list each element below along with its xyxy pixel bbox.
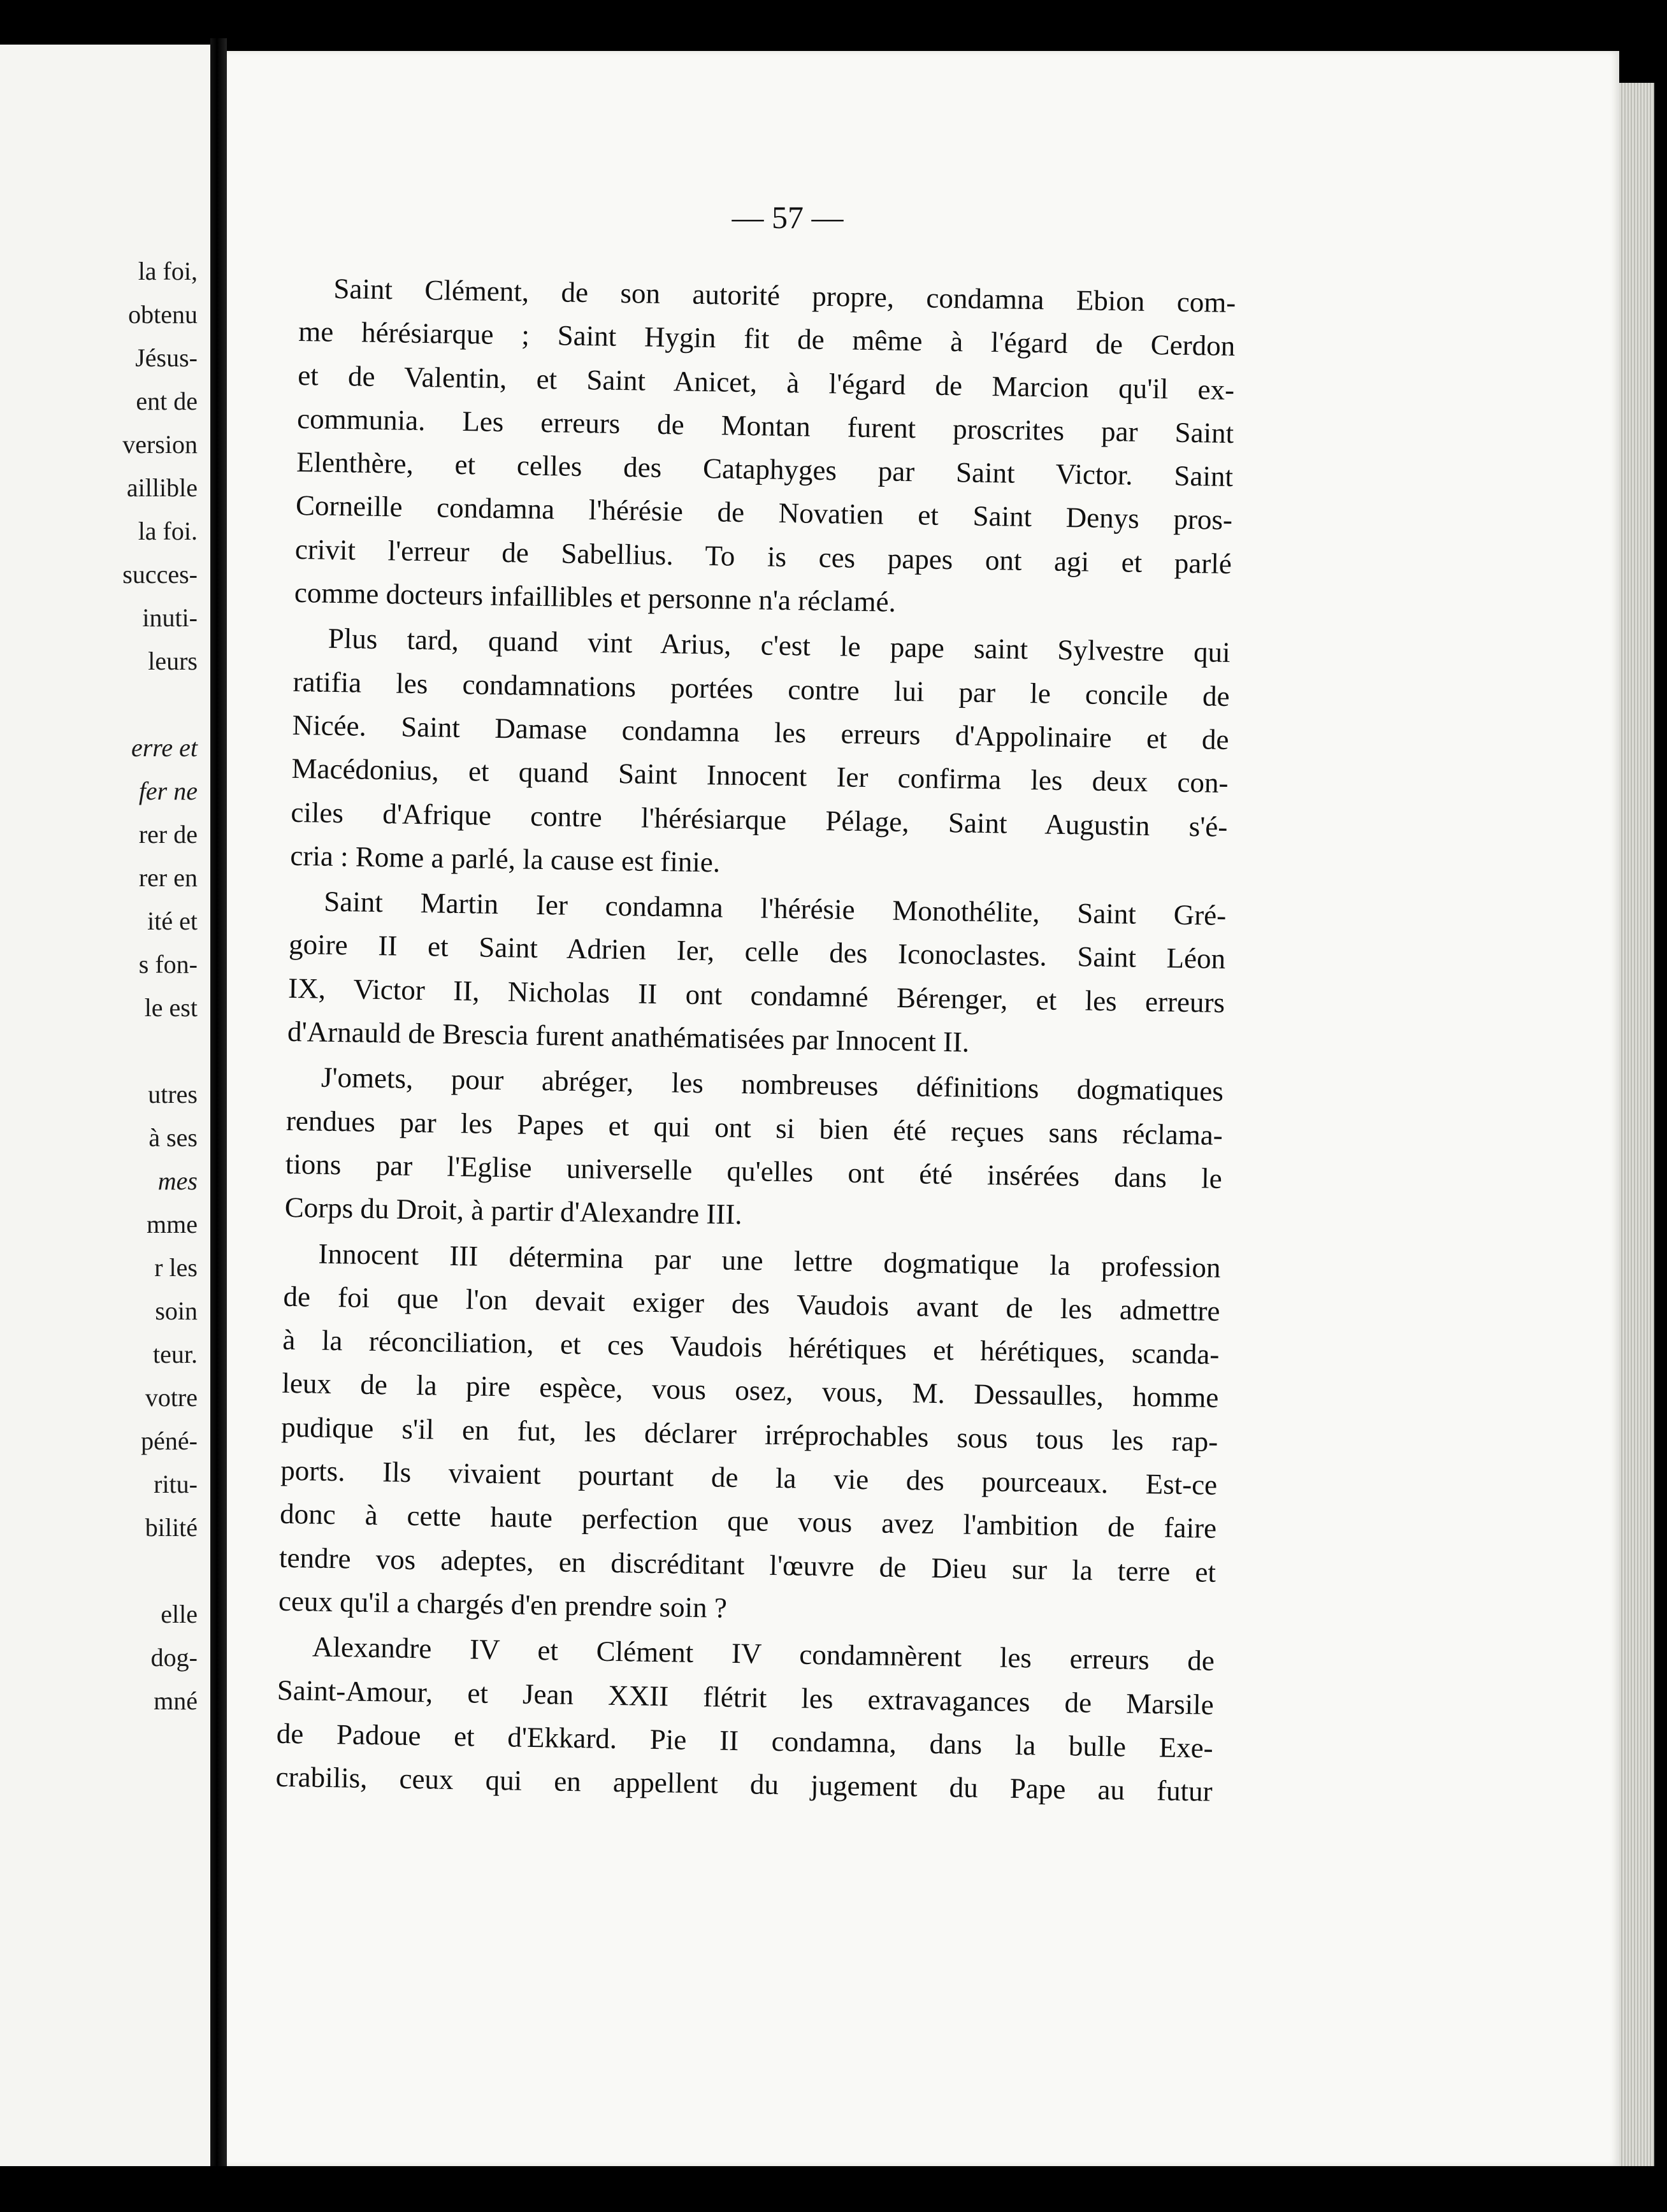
fragment-line: obtenu: [128, 300, 198, 329]
text-line: cria : Rome a parlé, la cause est finie.: [290, 839, 721, 879]
body-text: [275, 266, 1236, 1813]
text-line: tions par l'Eglise universelle qu'elles ont été insérées dans le: [285, 1147, 1223, 1195]
text-line: tendre vos adeptes, en discréditant l'œuvre de Dieu sur la terre et: [278, 1541, 1216, 1588]
text-line: communia. Les erreurs de Montan furent proscrites par Saint: [296, 402, 1234, 449]
text-line: Nicée. Saint Damase condamna les erreurs d'Appolinaire et de: [292, 708, 1229, 756]
fragment-line: mes: [157, 1167, 198, 1195]
text-line: et de Valentin, et Saint Anicet, à l'égard de Marcion qu'il ex-: [297, 359, 1235, 406]
fragment-line: aillible: [126, 473, 198, 502]
text-line: Elenthère, et celles des Cataphyges par Saint Victor. Saint: [296, 446, 1234, 493]
fragment-line: à ses: [148, 1123, 198, 1152]
text-line: J'omets, pour abréger, les nombreuses définitions dogmatiques: [321, 1061, 1224, 1108]
fragment-line: teur.: [153, 1340, 198, 1368]
fragment-line: la foi.: [138, 517, 198, 545]
text-line: d'Arnauld de Brescia furent anathématisées par Innocent II.: [287, 1015, 970, 1058]
fragment-gap: [122, 1030, 198, 1073]
fragment-gap: [122, 1549, 198, 1593]
text-line: ciles d'Afrique contre l'hérésiarque Pélage, Saint Augustin s'é-: [291, 796, 1228, 843]
fragment-line: s fon-: [138, 950, 198, 979]
fragment-line: elle: [161, 1600, 198, 1628]
fragment-line: ité et: [147, 907, 198, 935]
text-line: ratifia les condamnations portées contre lui par le concile de: [292, 665, 1230, 712]
text-line: Corps du Droit, à partir d'Alexandre III.: [284, 1191, 742, 1231]
previous-page-fragment: [0, 45, 210, 2166]
text-line: donc à cette haute perfection que vous avez l'ambition de faire: [279, 1498, 1217, 1545]
fragment-line: inuti-: [142, 603, 198, 632]
fragment-line: fer ne: [138, 777, 198, 805]
text-line: comme docteurs infaillibles et personne n'a réclamé.: [294, 577, 897, 618]
fragment-line: mme: [147, 1210, 198, 1239]
previous-page-text: [122, 250, 198, 1723]
book-gutter: [210, 38, 227, 2166]
text-line: IX, Victor II, Nicholas II ont condamné Bérenger, et les erreurs: [287, 972, 1225, 1019]
text-line: Saint-Amour, et Jean XXII flétrit les extravagances de Marsile: [277, 1674, 1215, 1721]
fragment-line: r les: [154, 1253, 198, 1282]
fragment-line: rer en: [138, 863, 198, 892]
text-line: me hérésiarque ; Saint Hygin fit de même à l'égard de Cerdon: [298, 315, 1236, 363]
fragment-line: mné: [154, 1686, 198, 1715]
page-stack-edge: [1619, 83, 1654, 2166]
fragment-line: utres: [148, 1080, 198, 1109]
fragment-line: le est: [144, 993, 198, 1022]
text-line: de foi que l'on devait exiger des Vaudois avant de les admettre: [283, 1280, 1220, 1327]
text-line: de Padoue et d'Ekkard. Pie II condamna, dans la bulle Exe-: [276, 1717, 1214, 1764]
text-line: goire II et Saint Adrien Ier, celle des Iconoclastes. Saint Léon: [288, 928, 1226, 975]
text-line: Macédonius, et quand Saint Innocent Ier confirma les deux con-: [291, 752, 1229, 800]
text-line: Saint Martin Ier condamna l'hérésie Monothélite, Saint Gré-: [323, 885, 1227, 932]
fragment-line: bilité: [145, 1513, 198, 1542]
page-number: — 57 —: [732, 199, 844, 235]
fragment-line: Jésus-: [135, 343, 198, 372]
fragment-line: erre et: [131, 733, 198, 762]
fragment-line: ent de: [136, 387, 198, 415]
text-line: crivit l'erreur de Sabellius. To is ces papes ont agi et parlé: [294, 533, 1232, 580]
fragment-line: péné-: [141, 1426, 198, 1455]
fragment-gap: [122, 683, 198, 726]
text-line: ports. Ils vivaient pourtant de la vie des pourceaux. Est-ce: [280, 1454, 1218, 1501]
text-line: rendues par les Papes et qui ont si bien été reçues sans réclama-: [285, 1104, 1223, 1151]
text-line: à la réconciliation, et ces Vaudois hérétiques et hérétiques, scanda-: [282, 1323, 1220, 1371]
fragment-line: soin: [155, 1296, 198, 1325]
fragment-line: leurs: [148, 647, 198, 675]
text-line: Plus tard, quand vint Arius, c'est le pape saint Sylvestre qui: [328, 622, 1231, 669]
fragment-line: succes-: [122, 560, 198, 589]
fragment-line: votre: [145, 1383, 198, 1412]
text-line: crabilis, ceux qui en appellent du jugement du Pape au futur: [275, 1760, 1213, 1807]
text-line: Alexandre IV et Clément IV condamnèrent les erreurs de: [312, 1630, 1215, 1677]
text-line: leux de la pire espèce, vous osez, vous, M. Dessaulles, homme: [282, 1367, 1219, 1414]
fragment-line: la foi,: [138, 257, 198, 285]
fragment-line: rer de: [138, 820, 198, 849]
text-line: Saint Clément, de son autorité propre, condamna Ebion com-: [333, 272, 1236, 319]
fragment-line: ritu-: [154, 1470, 198, 1498]
fragment-line: version: [122, 430, 198, 459]
text-line: pudique s'il en fut, les déclarer irréprochables sous tous les rap-: [280, 1411, 1218, 1458]
text-line: Corneille condamna l'hérésie de Novatien et Saint Denys pros-: [295, 489, 1233, 536]
fragment-line: dog-: [150, 1643, 198, 1672]
text-line: Innocent III détermina par une lettre dogmatique la profession: [318, 1237, 1221, 1284]
text-line: ceux qu'il a chargés d'en prendre soin ?: [278, 1584, 728, 1624]
